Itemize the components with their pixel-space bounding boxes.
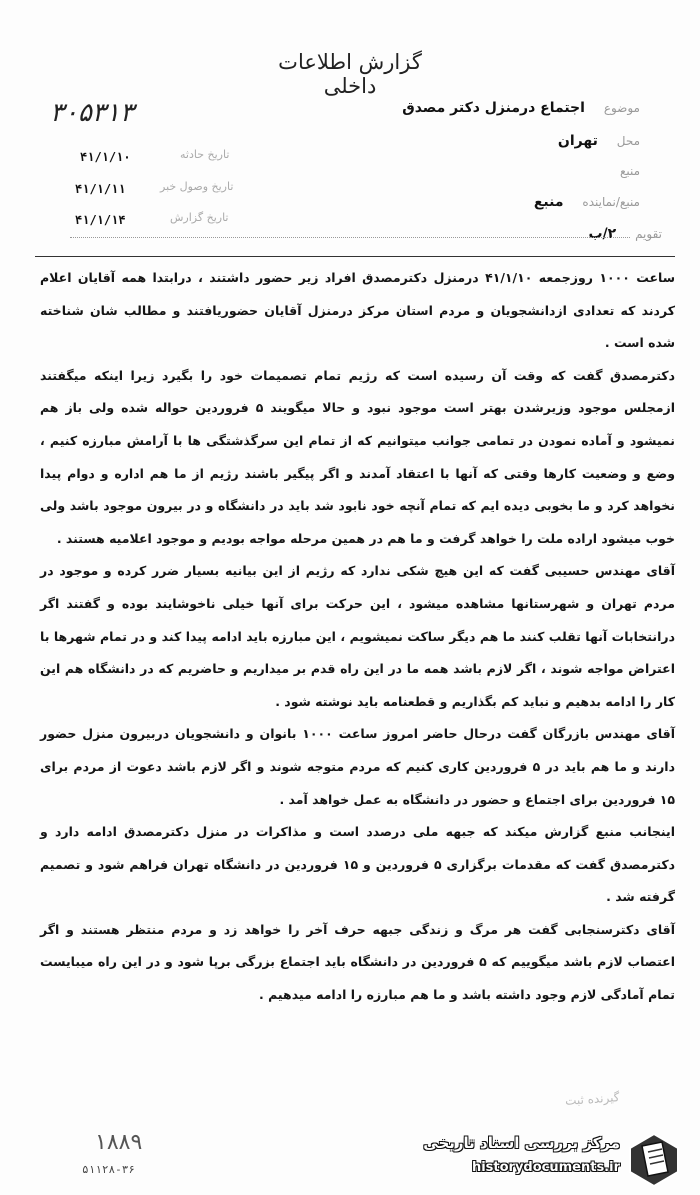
document-seal-icon bbox=[626, 1132, 682, 1188]
header-subject bbox=[402, 100, 640, 116]
header-label: منبع bbox=[619, 164, 640, 178]
header-label: موضوع bbox=[603, 101, 640, 115]
signature-note: گیرنده ثبت bbox=[564, 1090, 620, 1108]
event-date-label: تاریخ حادثه bbox=[180, 148, 230, 161]
archive-number: ۱۸۸۹ bbox=[95, 1130, 143, 1155]
header-source bbox=[606, 163, 640, 179]
header-label: محل bbox=[616, 134, 640, 148]
watermark bbox=[418, 1132, 688, 1188]
handwritten-file-number: ۳۰۵۳۱۳ bbox=[50, 98, 134, 128]
header-value: ۲/ب bbox=[588, 226, 617, 242]
archive-code: ۵۱۱۲۸-۳۶ bbox=[82, 1163, 135, 1176]
header-value: تهران bbox=[557, 133, 598, 149]
body-paragraph: دکترمصدق گفت که وقت آن رسیده است که رژیم تمام تصمیمات خود را بگیرد زیرا اینکه میگفتند ازمجلس موجود وزیرشدن بهتر است موجود نبود و حالا میگویند ۵ فروردین حواله شده ولی باز هم نمیشود و آماده نمودن در تمامی جوانب میتوانیم که از تمام این سرگذشتگی ها با آرامش مبارزه کنیم ، وضع و وضعیت کارها وقتی که آنها با اعتقاد آمدند و اگر پیگیر باشند رژیم از ما هم اداره و دوام پیدا نخواهد کرد و ما بخوبی دیده ایم که تمام آنچه خود نابود شد باید در دانشگاه و در بیرون موجود باشد ولی خوب میشود اراده ملت را خواهد گرفت و ما هم در همین مرحله مواجه بودیم و موجود اعلامیه هستند . bbox=[40, 367, 675, 546]
header-divider-dotted bbox=[70, 237, 630, 238]
report-date-value: ۴۱/۱/۱۴ bbox=[75, 213, 126, 227]
document-title: گزارش اطلاعات داخلی bbox=[278, 50, 422, 98]
body-paragraph: آقای مهندس بازرگان گفت درحال حاضر امروز ساعت ۱۰۰۰ بانوان و دانشجویان دربیرون منزل حضور دارند و ما هم باید در ۵ فروردین کاری کنیم که مردم متوجه شوند و اگر لازم باشد دعوت از مردم برای ۱۵ فروردین برای اجتماع و حضور در دانشگاه به عمل خواهد آمد . bbox=[40, 726, 675, 807]
header-label: تقویم bbox=[635, 227, 662, 241]
received-date-value: ۴۱/۱/۱۱ bbox=[75, 182, 126, 196]
report-date-label: تاریخ گزارش bbox=[170, 211, 229, 224]
event-date-value: ۴۱/۱/۱۰ bbox=[80, 150, 131, 164]
header-agent bbox=[534, 194, 640, 210]
body-paragraph: اینجانب منبع گزارش میکند که جبهه ملی درصدد است و مذاکرات در منزل دکترمصدق ادامه دارد و دکترمصدق گفت که مقدمات برگزاری ۵ فروردین و ۱۵ فروردین در دانشگاه تهران فراهم شود و تصمیم گرفته شد . bbox=[40, 824, 676, 905]
report-body bbox=[40, 262, 675, 1012]
header-place bbox=[558, 133, 640, 149]
header-value: اجتماع درمنزل دکتر مصدق bbox=[402, 100, 585, 116]
header-divider bbox=[35, 256, 675, 257]
header-value: منبع bbox=[533, 194, 564, 210]
body-paragraph: ساعت ۱۰۰۰ روزجمعه ۴۱/۱/۱۰ درمنزل دکترمصدق افراد زیر حضور داشتند ، درابتدا همه آقایان اعلام کردند که تعدادی ازدانشجویان و مردم استان مرکز درمنزل آقایان حضوریافتند و مطالب شان شناخته شده است . bbox=[40, 270, 676, 351]
header-rating bbox=[588, 226, 662, 242]
header-label: منبع/نماینده bbox=[582, 195, 640, 209]
body-paragraph: آقای دکترسنجابی گفت هر مرگ و زندگی جبهه حرف آخر را خواهد زد و مردم منتظر هستند و اگر اعتصاب لازم باشد میگوییم که ۵ فروردین در دانشگاه باید اجتماع بزرگی برپا شود و در این راه میبایست تمام آمادگی لازم وجود داشته باشد و ما هم مبارزه را ادامه میدهیم . bbox=[40, 921, 676, 1003]
body-paragraph: آقای مهندس حسیبی گفت که این هیچ شکی ندارد که رژیم از این بیانیه بسیار ضرر کرده و موجود در مردم تهران و شهرستانها مشاهده میشود ، این حرکت برای آنها خیلی ناخوشایند بوده و گفتند اگر درانتخابات آنها تقلب کنند ما هم دیگر ساکت نمیشویم ، این مبارزه باید ادامه پیدا کند و در تمام شهرها با اعتراض مواجه شوند ، اگر لازم باشد همه ما در این راه قدم بر میداریم و حاضریم که در دانشگاه هم این کار را ادامه بدهیم و نباید کم بگذاریم و قطعنامه باید نوشته شود . bbox=[40, 563, 675, 709]
received-date-label: تاریخ وصول خبر bbox=[160, 180, 234, 193]
watermark-title: مرکز بررسی اسناد تاریخی bbox=[423, 1134, 620, 1152]
watermark-url: historydocuments.ir bbox=[471, 1160, 620, 1175]
